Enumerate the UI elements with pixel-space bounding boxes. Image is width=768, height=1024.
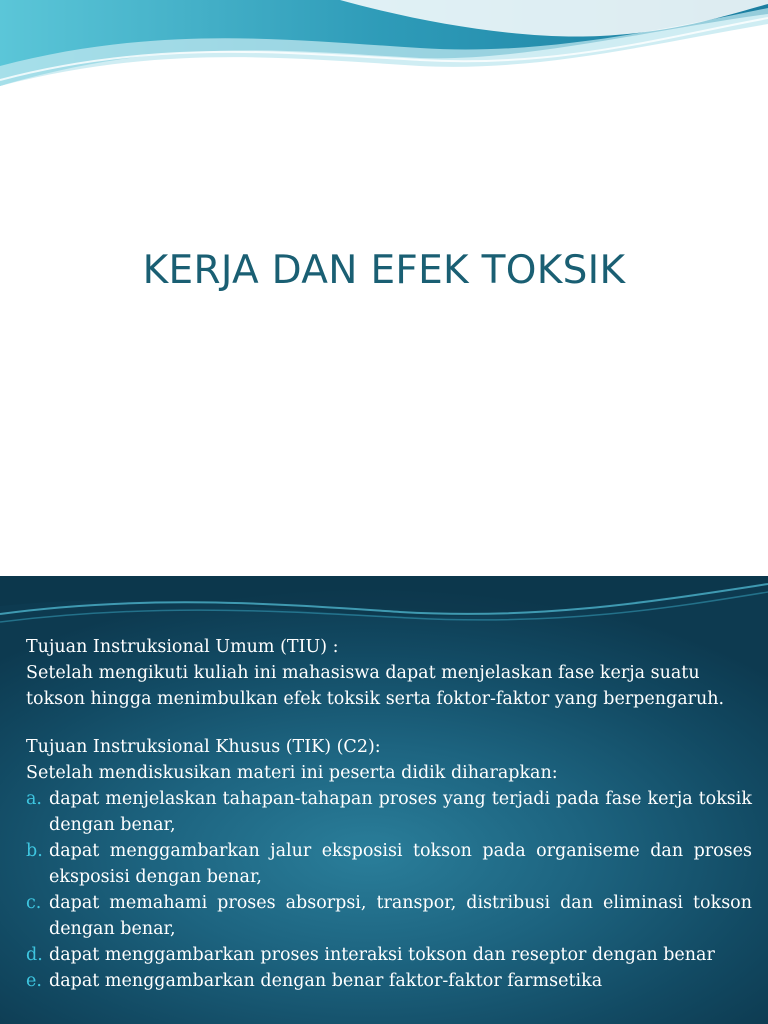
list-item [26, 838, 752, 890]
list-marker: d. [26, 945, 43, 965]
list-item-text: dapat menggambarkan proses interaksi tokson dan reseptor dengan benar [49, 945, 715, 965]
list-item [26, 786, 752, 838]
list-item-text: dapat menggambarkan dengan benar faktor-faktor farmsetika [49, 971, 603, 991]
list-item [26, 890, 752, 942]
tik-intro: Setelah mendiskusikan materi ini peserta didik diharapkan: [26, 763, 558, 783]
slide-title: KERJA DAN EFEK TOKSIK [142, 248, 626, 293]
list-marker: b. [26, 841, 43, 861]
list-marker: a. [26, 789, 42, 809]
tiu-text: Setelah mengikuti kuliah ini mahasiswa dapat menjelaskan fase kerja suatu tokson hingga menimbulkan efek toksik serta foktor-faktor yang berpengaruh. [26, 663, 725, 709]
list-item-text: dapat memahami proses absorpsi, transpor, distribusi dan eliminasi tokson dengan benar, [49, 893, 752, 939]
slide-content [26, 634, 752, 994]
list-marker: e. [26, 971, 42, 991]
list-item [26, 942, 752, 968]
list-item-text: dapat menggambarkan jalur eksposisi tokson pada organiseme dan proses eksposisi dengan benar, [49, 841, 752, 887]
list-marker: c. [26, 893, 42, 913]
list-item-text: dapat menjelaskan tahapan-tahapan proses yang terjadi pada fase kerja toksik dengan benar, [49, 789, 752, 835]
tik-heading: Tujuan Instruksional Khusus (TIK) (C2): [26, 737, 381, 757]
decorative-wave-top [0, 576, 768, 636]
objectives-slide [0, 576, 768, 1024]
list-item [26, 968, 752, 994]
tiu-heading: Tujuan Instruksional Umum (TIU) : [26, 637, 339, 657]
decorative-wave-top [0, 0, 768, 100]
